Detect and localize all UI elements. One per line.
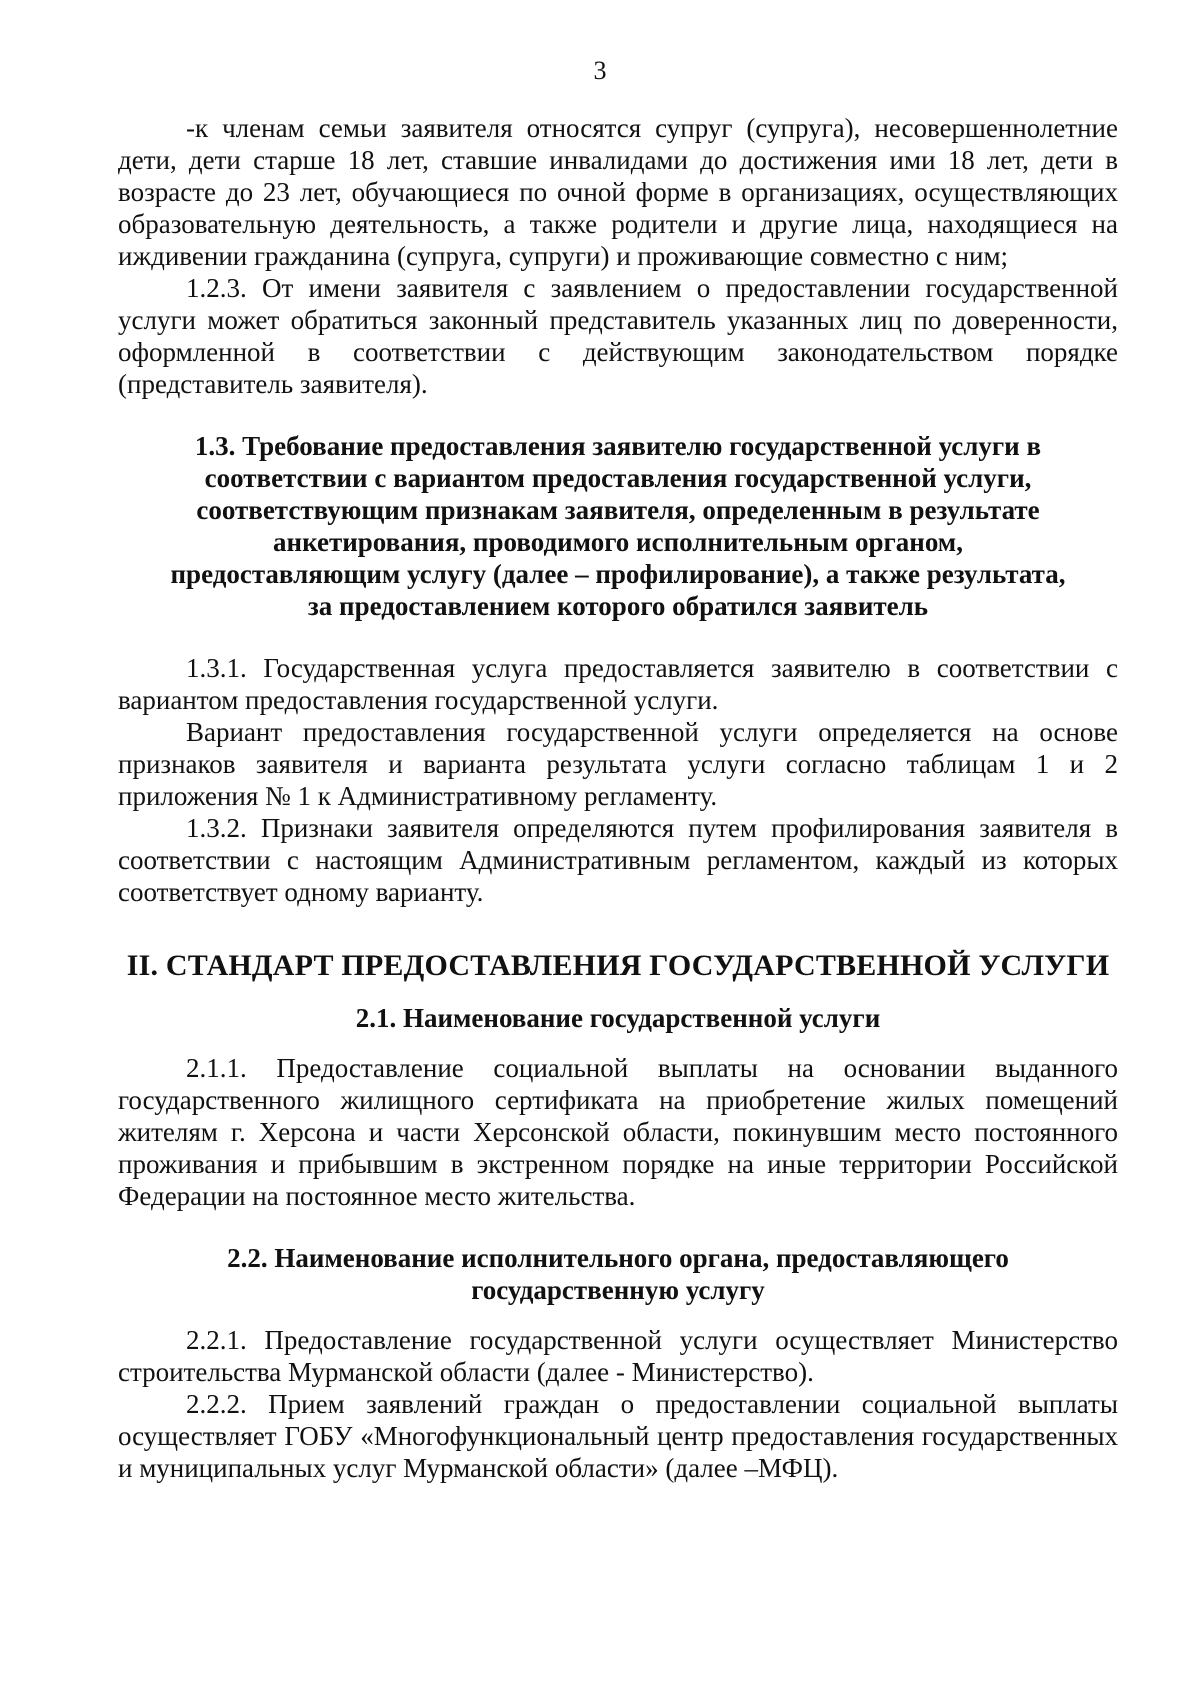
item-1-3-2: 1.3.2. Признаки заявителя определяются путем профилирования заявителя в соответствии с настоящим Административным регламентом, каждый из которых соответствует одному варианту. bbox=[118, 813, 1118, 907]
item-1-2-3: 1.2.3. От имени заявителя с заявлением о предоставлении государственной услуги может обратиться законный представитель указанных лиц по доверенности, оформленной в соответствии с действующим законодательством порядке (представитель заявителя). bbox=[118, 273, 1118, 399]
heading-line: предоставляющим услугу (далее – профилирование), а также результата, bbox=[170, 559, 1066, 589]
document-body bbox=[118, 112, 1118, 1484]
heading-line: государственную услугу bbox=[471, 1275, 765, 1305]
heading-line: 1.3. Требование предоставления заявителю государственной услуги в bbox=[194, 431, 1042, 461]
item-2-2-2: 2.2.2. Прием заявлений граждан о предоставлении социальной выплаты осуществляет ГОБУ «Многофункциональный центр предоставления государственных и муниципальных услуг Мурманской области» (далее –МФЦ). bbox=[118, 1389, 1118, 1483]
page-number: 3 bbox=[593, 56, 607, 85]
variant-paragraph: Вариант предоставления государственной услуги определяется на основе признаков заявителя и варианта результата услуги согласно таблицам 1 и 2 приложения № 1 к Административному регламенту. bbox=[118, 717, 1118, 811]
heading-line: соответствии с вариантом предоставления государственной услуги, bbox=[204, 463, 1032, 493]
section-2-1-heading: 2.1. Наименование государственной услуги bbox=[355, 1003, 881, 1033]
family-members-paragraph: -к членам семьи заявителя относятся супруг (супруга), несовершеннолетние дети, дети старше 18 лет, ставшие инвалидами до достижения ими 18 лет, дети в возрасте до 23 лет, обучающиеся по очной форме в организациях, осуществляющих образовательную деятельность, а также родители и другие лица, находящиеся на иждивении гражданина (супруга, супруги) и проживающие совместно с ним; bbox=[118, 113, 1118, 271]
item-2-1-1: 2.1.1. Предоставление социальной выплаты на основании выданного государственного жилищного сертификата на приобретение жилых помещений жителям г. Херсона и части Херсонской области, покинувшим место постоянного проживания и прибывшим в экстренном порядке на иные территории Российской Федерации на постоянное место жительства. bbox=[118, 1053, 1118, 1211]
section-2-2-heading bbox=[118, 1242, 1118, 1306]
section-1-3-heading bbox=[118, 430, 1118, 622]
heading-line: за предоставлением которого обратился заявитель bbox=[307, 591, 929, 621]
heading-line: соответствующим признакам заявителя, определенным в результате bbox=[196, 495, 1040, 525]
item-2-2-1: 2.2.1. Предоставление государственной услуги осуществляет Министерство строительства Мурманской области (далее - Министерство). bbox=[118, 1325, 1118, 1387]
chapter-2-heading: II. СТАНДАРТ ПРЕДОСТАВЛЕНИЯ ГОСУДАРСТВЕННОЙ УСЛУГИ bbox=[126, 949, 1110, 982]
heading-line: анкетирования, проводимого исполнительным органом, bbox=[273, 527, 963, 557]
item-1-3-1: 1.3.1. Государственная услуга предоставляется заявителю в соответствии с вариантом предоставления государственной услуги. bbox=[118, 653, 1118, 715]
heading-line: 2.2. Наименование исполнительного органа, предоставляющего bbox=[227, 1243, 1009, 1273]
